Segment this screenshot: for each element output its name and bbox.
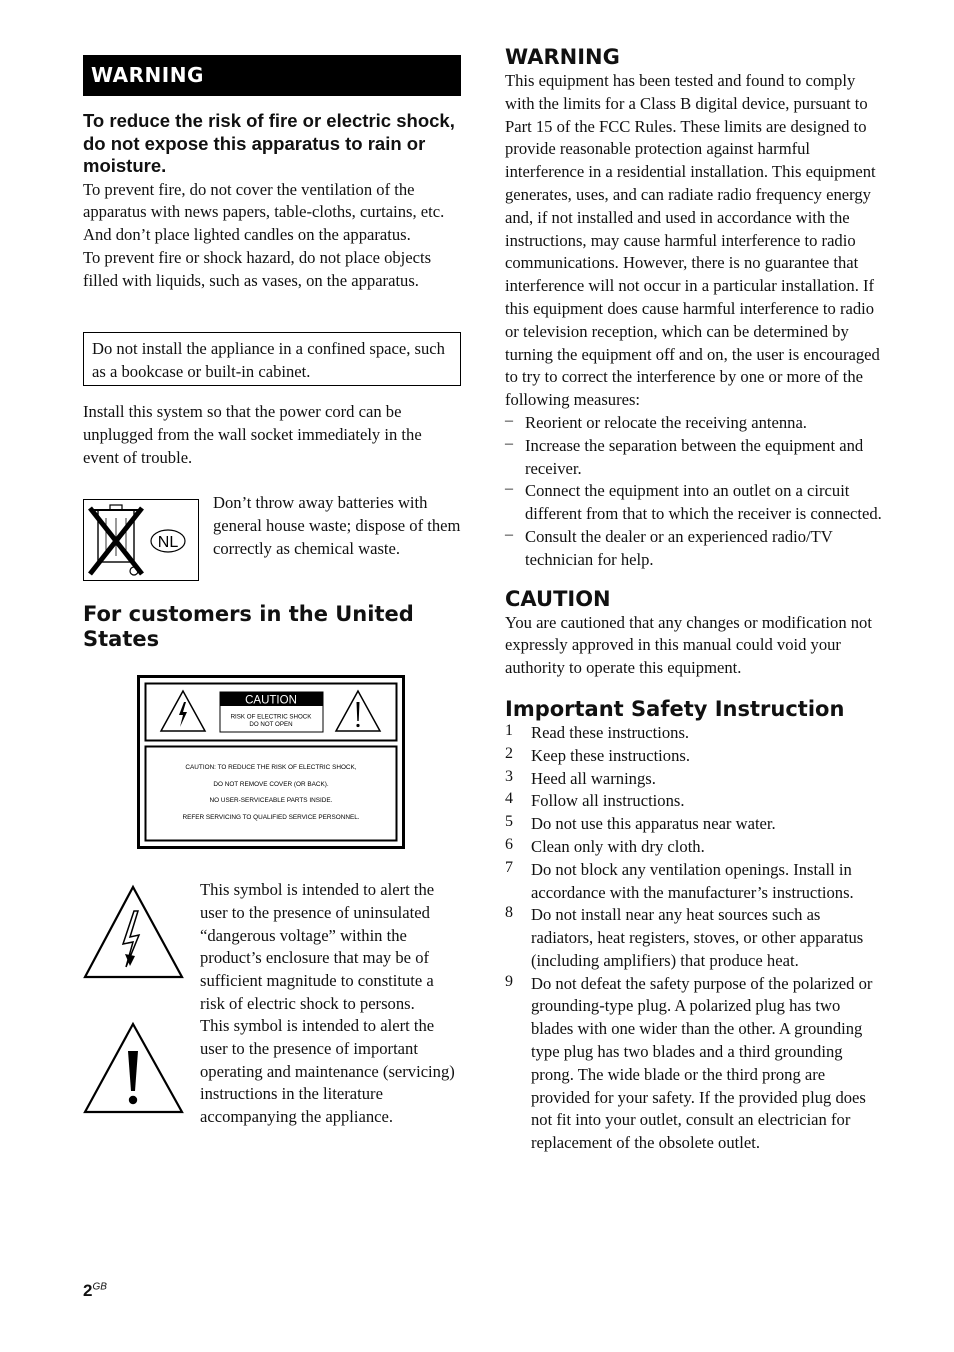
- safety-instructions-heading: Important Safety Instruction: [505, 696, 845, 721]
- measure-text: Reorient or relocate the receiving antenna.: [525, 412, 807, 432]
- install-notice-paragraph: Install this system so that the power cord can be unplugged from the wall socket immediately in the event of trouble.: [83, 402, 422, 467]
- item-text: Heed all warnings.: [531, 768, 656, 788]
- item-number: 8: [505, 904, 513, 922]
- fire-warning-section: [83, 110, 461, 292]
- item-text: Read these instructions.: [531, 722, 690, 742]
- list-item: [505, 480, 885, 526]
- item-number: 9: [505, 972, 513, 990]
- item-text: Do not use this apparatus near water.: [531, 814, 776, 834]
- dangerous-voltage-text: This symbol is intended to alert the user to the presence of uninsulated “dangerous voltage” within the product’s enclosure that may be of sufficient magnitude to constitute a risk of electric shock to persons.: [200, 880, 435, 1013]
- list-item: [505, 435, 885, 481]
- list-item: [505, 813, 885, 836]
- important-instructions-text: This symbol is intended to alert the user to the presence of important operating and maintenance (servicing) instructions in the literature accompanying the appliance.: [200, 1016, 455, 1127]
- list-item: [505, 722, 885, 745]
- caution-label-line: CAUTION: TO REDUCE THE RISK OF ELECTRIC SHOCK,: [185, 764, 357, 771]
- list-dash: –: [505, 525, 513, 543]
- dangerous-voltage-symbol: [83, 884, 185, 980]
- fcc-warning-text: This equipment has been tested and found to comply with the limits for a Class B digital device, pursuant to Part 15 of the FCC Rules. These limits are designed to provide reasonable protection against harmful interference in a residential installation. This equipment generates, uses, and can radiate radio frequency energy and, if not installed and used in accordance with the instructions, may cause harmful interference to radio communications. However, there is no guarantee that interference will not occur in a particular installation. If this equipment does cause harmful interference to radio or television reception, which can be determined by turning the equipment off and on, the user is encouraged to try to correct the interference by one or more of the following measures:: [505, 71, 880, 410]
- battery-label-text: NL: [157, 534, 179, 551]
- warning-banner-title: WARNING: [91, 63, 204, 87]
- list-item: [505, 526, 885, 572]
- item-text: Do not defeat the safety purpose of the polarized or grounding-type plug. A polarized plug has two blades with one wider than the other. A grounding type plug has two blades and a third grounding prong. The wide blade or the third prong are provided for your safety. If the provided plug does not fit into your outlet, consult an electrician for replacement of the obsolete outlet.: [531, 973, 873, 1153]
- list-item: [505, 859, 885, 905]
- measure-text: Connect the equipment into an outlet on a circuit different from that to which the receiver is connected.: [525, 481, 882, 524]
- list-item: [505, 412, 885, 435]
- page-number: [83, 1281, 107, 1301]
- item-number: 4: [505, 790, 513, 808]
- confined-space-notice-text: Do not install the appliance in a confined space, such as a bookcase or built-in cabinet.: [92, 339, 445, 381]
- item-text: Clean only with dry cloth.: [531, 836, 705, 856]
- list-item: [505, 904, 885, 972]
- list-dash: –: [505, 411, 513, 429]
- measure-text: Consult the dealer or an experienced radio/TV technician for help.: [525, 526, 833, 569]
- important-instructions-symbol: [83, 1021, 185, 1114]
- exclamation-icon: [83, 1021, 185, 1114]
- caution-label-risk: RISK OF ELECTRIC SHOCK: [230, 713, 312, 721]
- caution-text: You are cautioned that any changes or modification not expressly approved in this manual could void your authority to operate this equipment.: [505, 612, 872, 678]
- list-dash: –: [505, 480, 513, 498]
- caution-label-open: DO NOT OPEN: [249, 721, 293, 728]
- lightning-triangle-icon: [161, 691, 205, 731]
- fire-warning-heading: To reduce the risk of fire or electric shock, do not expose this apparatus to rain or moisture.: [83, 110, 455, 176]
- confined-space-notice-box: [83, 332, 461, 386]
- item-text: Follow all instructions.: [531, 791, 685, 811]
- item-text: Do not block any ventilation openings. Install in accordance with the manufacturer’s instructions.: [531, 859, 854, 902]
- list-item: [505, 836, 885, 859]
- exclamation-triangle-icon: [336, 691, 380, 731]
- measure-text: Increase the separation between the equipment and receiver.: [525, 435, 864, 478]
- fcc-warning-heading: WARNING: [505, 45, 620, 69]
- warning-banner: [83, 55, 461, 96]
- crossed-bin-icon: [84, 500, 198, 580]
- battery-disposal-text: Don’t throw away batteries with general house waste; dispose of them correctly as chemical waste.: [213, 493, 461, 558]
- list-item: [505, 790, 885, 813]
- item-number: 3: [505, 767, 513, 785]
- safety-instructions-list: [505, 722, 885, 1155]
- lightning-bolt-icon: [83, 884, 185, 980]
- item-number: 6: [505, 835, 513, 853]
- item-number: 2: [505, 744, 513, 762]
- page-number-value: 2: [83, 1281, 93, 1300]
- item-number: 5: [505, 813, 513, 831]
- interference-measures-list: [505, 412, 885, 572]
- caution-label-title: CAUTION: [245, 694, 297, 707]
- page-number-suffix: GB: [92, 1281, 107, 1293]
- item-text: Do not install near any heat sources such as radiators, heat registers, stoves, or other apparatus (including amplifiers) that produce heat.: [531, 905, 864, 970]
- caution-label-graphic: [137, 675, 405, 849]
- fcc-warning-section: [505, 45, 885, 1155]
- battery-disposal-icon: [83, 499, 199, 581]
- us-customers-heading: For customers in the United States: [83, 602, 414, 651]
- item-number: 7: [505, 858, 513, 876]
- caution-label-line: REFER SERVICING TO QUALIFIED SERVICE PERSONNEL.: [182, 814, 360, 821]
- caution-label-line: NO USER-SERVICEABLE PARTS INSIDE.: [209, 797, 333, 804]
- caution-label-line: DO NOT REMOVE COVER (OR BACK).: [213, 781, 329, 788]
- list-dash: –: [505, 434, 513, 452]
- item-number: 1: [505, 721, 513, 739]
- fire-warning-paragraph-2: To prevent fire or shock hazard, do not place objects filled with liquids, such as vases, on the apparatus.: [83, 247, 432, 290]
- item-text: Keep these instructions.: [531, 745, 690, 765]
- fire-warning-paragraph-1: To prevent fire, do not cover the ventilation of the apparatus with news papers, table-cloths, curtains, etc. And don’t place lighted candles on the apparatus.: [83, 179, 445, 245]
- list-item: [505, 768, 885, 791]
- caution-heading: CAUTION: [505, 586, 611, 611]
- list-item: [505, 745, 885, 768]
- list-item: [505, 973, 885, 1155]
